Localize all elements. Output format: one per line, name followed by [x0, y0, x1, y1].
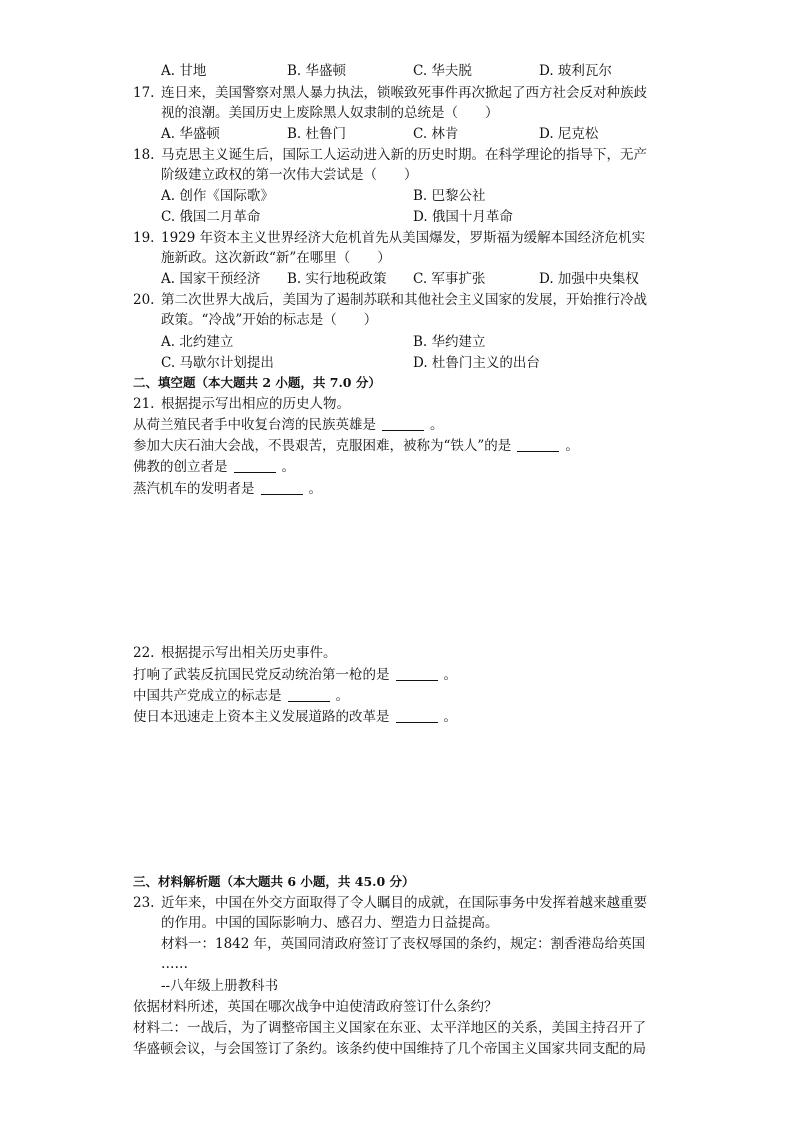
- q21-item-2-end: 。: [565, 438, 579, 454]
- q17-option-a: A. 华盛顿: [161, 126, 220, 142]
- q22-item-2-text: 中国共产党成立的标志是: [133, 688, 282, 704]
- q19-option-a: A. 国家干预经济: [161, 271, 261, 287]
- q16-option-b: B. 华盛顿: [287, 63, 347, 79]
- q20-stem-line1: 第二次世界大战后，美国为了遏制苏联和其他社会主义国家的发展，开始推行冷战: [161, 292, 647, 308]
- q18-stem-line2: 阶级建立政权的第一次伟大尝试是（ ）: [161, 167, 418, 183]
- q18-option-c: C. 俄国二月革命: [161, 209, 261, 225]
- q20-option-d: D. 杜鲁门主义的出台: [413, 355, 540, 371]
- q17-stem-line1: 连日来，美国警察对黑人暴力执法，锁喉致死事件再次掀起了西方社会反对种族歧: [161, 85, 647, 101]
- q18-option-b: B. 巴黎公社: [413, 188, 486, 204]
- q21-item-2-text: 参加大庆石油大会战，不畏艰苦，克服困难，被称为“铁人”的是: [133, 438, 512, 454]
- q16-option-d: D. 玻利瓦尔: [539, 63, 612, 79]
- q19-option-c: C. 军事扩张: [413, 271, 486, 287]
- q20-option-a: A. 北约建立: [161, 334, 234, 350]
- q19-stem-line1: 1929 年资本主义世界经济大危机首先从美国爆发，罗斯福为缓解本国经济危机实: [161, 230, 646, 246]
- q23-material1-source: --八年级上册教科书: [161, 978, 279, 994]
- q21-item-4-text: 蒸汽机车的发明者是: [133, 481, 255, 497]
- q21-item-2-blank: [517, 437, 559, 452]
- q22-item-1-text: 打响了武装反抗国民党反动统治第一枪的是: [133, 667, 390, 683]
- q19-stem-line2: 施新政。这次新政“新”在哪里（ ）: [161, 250, 391, 266]
- q17-option-d: D. 尼克松: [539, 126, 599, 142]
- q16-option-c: C. 华夫脱: [413, 63, 472, 79]
- section-heading-material-analysis: 三、材料解析题（本大题共 6 小题，共 45.0 分）: [133, 874, 415, 889]
- q20-option-c: C. 马歇尔计划提出: [161, 355, 274, 371]
- q21-item-1-end: 。: [430, 417, 444, 433]
- q21-item-3: [133, 457, 295, 477]
- q17-stem-line2: 视的浪潮。美国历史上废除黑人奴隶制的总统是（ ）: [161, 105, 499, 121]
- q22-item-3: [133, 707, 457, 727]
- q18-option-a: A. 创作《国际歌》: [161, 188, 274, 204]
- q22-item-2: [133, 686, 349, 706]
- q17-option-b: B. 杜鲁门: [287, 126, 347, 142]
- q23-material2-line1: 材料二：一战后，为了调整帝国主义国家在东亚、太平洋地区的关系，美国主持召开了: [133, 1020, 646, 1036]
- q23-number: 23.: [133, 895, 155, 911]
- q23-stem-line1: 近年来，中国在外交方面取得了令人瞩目的成就，在国际事务中发挥着越来越重要: [161, 895, 647, 911]
- q20-stem-line2: 政策。“冷战”开始的标志是（ ）: [161, 312, 378, 328]
- q21-number: 21.: [133, 396, 155, 412]
- q17-number: 17.: [133, 85, 155, 101]
- q22-item-3-blank: [396, 708, 438, 723]
- q21-item-4-blank: [261, 480, 303, 495]
- q22-intro: 根据提示写出相关历史事件。: [161, 645, 337, 661]
- q23-material1-line2: ……: [161, 956, 188, 972]
- q21-intro: 根据提示写出相应的历史人物。: [161, 396, 350, 412]
- q21-item-1-blank: [382, 416, 424, 431]
- q22-item-1: [133, 665, 457, 685]
- q20-number: 20.: [133, 292, 155, 308]
- q21-item-4: [133, 479, 322, 499]
- q21-item-1-text: 从荷兰殖民者手中收复台湾的民族英雄是: [133, 417, 376, 433]
- q22-item-1-end: 。: [443, 667, 457, 683]
- q18-option-d: D. 俄国十月革命: [413, 209, 513, 225]
- q22-item-2-end: 。: [335, 688, 349, 704]
- q21-item-1: [133, 415, 444, 435]
- q22-item-2-blank: [288, 687, 330, 702]
- q21-item-4-end: 。: [308, 481, 322, 497]
- q19-option-d: D. 加强中央集权: [539, 271, 639, 287]
- q22-item-3-text: 使日本迅速走上资本主义发展道路的改革是: [133, 709, 390, 725]
- q22-item-3-end: 。: [443, 709, 457, 725]
- q21-item-3-end: 。: [281, 459, 295, 475]
- q23-material1-line1: 材料一：1842 年，英国同清政府签订了丧权辱国的条约，规定：割香港岛给英国: [161, 936, 646, 952]
- q23-material2-line2: 华盛顿会议，与会国签订了条约。该条约使中国维持了几个帝国主义国家共同支配的局: [133, 1041, 646, 1057]
- q16-option-a: A. 甘地: [161, 63, 207, 79]
- section-heading-fill-in: 二、填空题（本大题共 2 小题，共 7.0 分）: [133, 375, 381, 390]
- q22-number: 22.: [133, 645, 155, 661]
- q23-stem-line2: 的作用。中国的国际影响力、感召力、塑造力日益提高。: [161, 915, 499, 931]
- q21-item-3-blank: [234, 458, 276, 473]
- q18-number: 18.: [133, 147, 155, 163]
- q19-number: 19.: [133, 230, 155, 246]
- q20-option-b: B. 华约建立: [413, 334, 486, 350]
- q18-stem-line1: 马克思主义诞生后，国际工人运动进入新的历史时期。在科学理论的指导下，无产: [161, 147, 647, 163]
- q17-option-c: C. 林肯: [413, 126, 459, 142]
- q21-item-2: [133, 436, 579, 456]
- q23-question-1: 依据材料所述，英国在哪次战争中迫使清政府签订什么条约？: [133, 999, 498, 1015]
- q22-item-1-blank: [396, 666, 438, 681]
- q21-item-3-text: 佛教的创立者是: [133, 459, 228, 475]
- q19-option-b: B. 实行地税政策: [287, 271, 387, 287]
